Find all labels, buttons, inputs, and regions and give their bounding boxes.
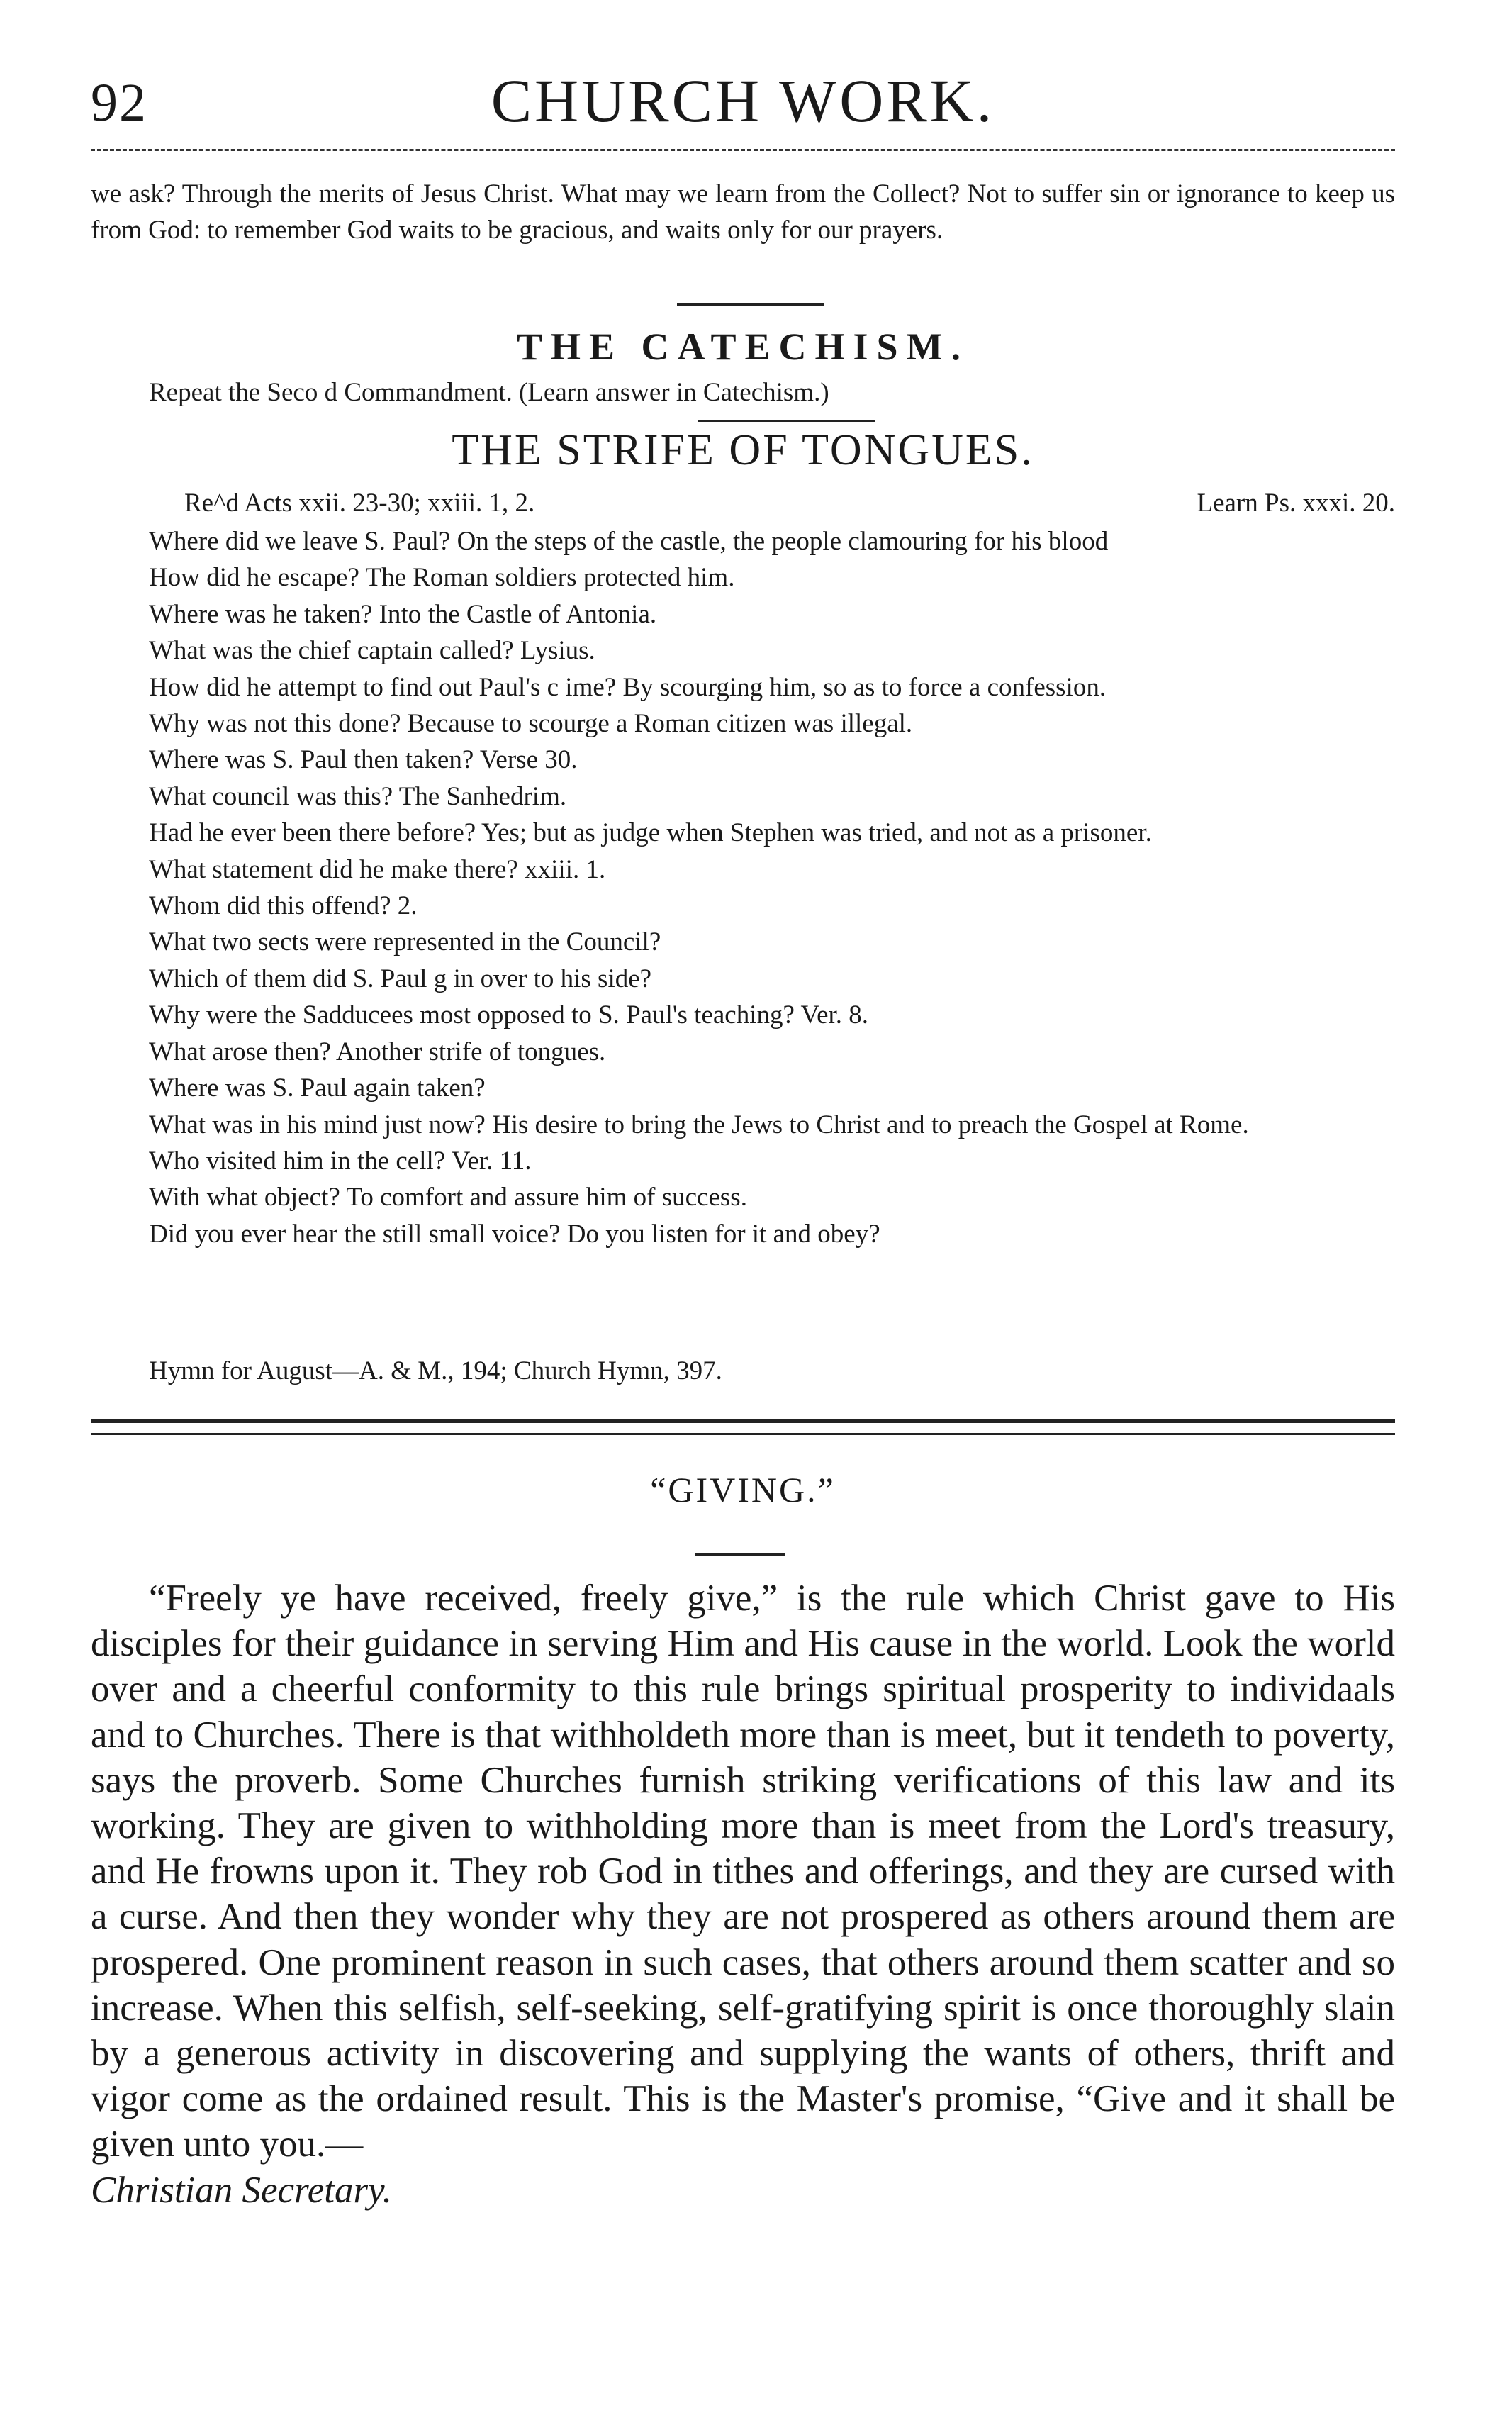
question-line: What was the chief captain called? Lysius. bbox=[149, 636, 595, 666]
question-line: Where was he taken? Into the Castle of Antonia. bbox=[149, 599, 657, 629]
giving-article bbox=[91, 1575, 1395, 2213]
lesson-references bbox=[184, 488, 1395, 518]
catechism-divider bbox=[698, 420, 875, 422]
question-line: Where was S. Paul then taken? Verse 30. bbox=[149, 745, 578, 775]
reading-reference: Re^d Acts xxii. 23-30; xxiii. 1, 2. bbox=[184, 489, 535, 518]
question-line: What two sects were represented in the Council? bbox=[149, 927, 661, 957]
giving-title: “GIVING.” bbox=[650, 1470, 836, 1510]
page-header bbox=[91, 65, 1395, 136]
header-rule bbox=[91, 149, 1395, 151]
question-line: Had he ever been there before? Yes; but as judge when Stephen was tried, and not as a prisoner. bbox=[149, 818, 1152, 848]
question-line: How did he attempt to find out Paul's c ime? By scourging him, so as to force a confession. bbox=[149, 672, 1107, 702]
question-line: Did you ever hear the still small voice? Do you listen for it and obey? bbox=[149, 1219, 880, 1249]
section-divider bbox=[677, 303, 824, 306]
question-line: What statement did he make there? xxiii. 1. bbox=[149, 854, 606, 884]
hymn-line: Hymn for August—A. & M., 194; Church Hymn, 397. bbox=[149, 1356, 722, 1385]
question-line: Whom did this offend? 2. bbox=[149, 891, 418, 921]
question-line: What was in his mind just now? His desire to bring the Jews to Christ and to preach the Gospel at Rome. bbox=[149, 1110, 1249, 1139]
page-number: 92 bbox=[91, 73, 147, 133]
catechism-title: THE CATECHISM. bbox=[516, 325, 970, 368]
question-line: Where did we leave S. Paul? On the steps of the castle, the people clamouring for his blood bbox=[149, 527, 1109, 556]
giving-body: “Freely ye have received, freely give,” is the rule which Christ gave to His disciples for their guidance in serving Him and His cause in the world. Look the world over and a cheerful conformity to this rule brings spiritual prosperity to individaals and to Churches. There is that withholdeth more than is meet, but it tendeth to poverty, says the proverb. Some Churches furnish striking verifications of this law and its working. They are given to withholding more than is meet from the Lord's treasury, and He frowns upon it. They rob God in tithes and offerings, and they are cursed with a curse. And then they wonder why they are not prospered as others around them are prospered. One prominent reason in such cases, that others around them scatter and so increase. When this selfish, self-seeking, self-gratifying spirit is once thoroughly slain by a generous activity in discovering and supplying the wants of others, thrift and vigor come as the ordained result. This is the Master's promise, “Give and it shall be given unto you.— bbox=[91, 1578, 1395, 2165]
giving-source: Christian Secretary. bbox=[91, 2169, 392, 2211]
question-line: Why were the Sadducees most opposed to S. Paul's teaching? Ver. 8. bbox=[149, 1000, 869, 1030]
catechism-instruction: Repeat the Seco d Commandment. (Learn answer in Catechism.) bbox=[149, 378, 829, 407]
giving-divider bbox=[695, 1553, 785, 1556]
question-line: Who visited him in the cell? Ver. 11. bbox=[149, 1146, 532, 1176]
question-line: Why was not this done? Because to scourge a Roman citizen was illegal. bbox=[149, 709, 913, 739]
opening-paragraph-text: we ask? Through the merits of Jesus Christ. What may we learn from the Collect? Not to suffer sin or ignorance to keep us from God: to remember God waits to be gracious, and waits only for our prayers. bbox=[91, 179, 1395, 245]
question-line: With what object? To comfort and assure him of success. bbox=[149, 1183, 747, 1212]
question-line: What arose then? Another strife of tongues. bbox=[149, 1037, 606, 1066]
question-line: Which of them did S. Paul g in over to his side? bbox=[149, 964, 652, 993]
question-list bbox=[91, 523, 1395, 1252]
opening-paragraph bbox=[91, 176, 1395, 248]
question-line: How did he escape? The Roman soldiers protected him. bbox=[149, 563, 735, 593]
question-line: What council was this? The Sanhedrim. bbox=[149, 781, 567, 811]
learn-reference: Learn Ps. xxxi. 20. bbox=[1197, 489, 1395, 518]
running-title: CHURCH WORK. bbox=[491, 67, 995, 135]
lesson-title: THE STRIFE OF TONGUES. bbox=[452, 426, 1034, 474]
question-line: Where was S. Paul again taken? bbox=[149, 1073, 486, 1103]
section-double-rule bbox=[91, 1419, 1395, 1435]
